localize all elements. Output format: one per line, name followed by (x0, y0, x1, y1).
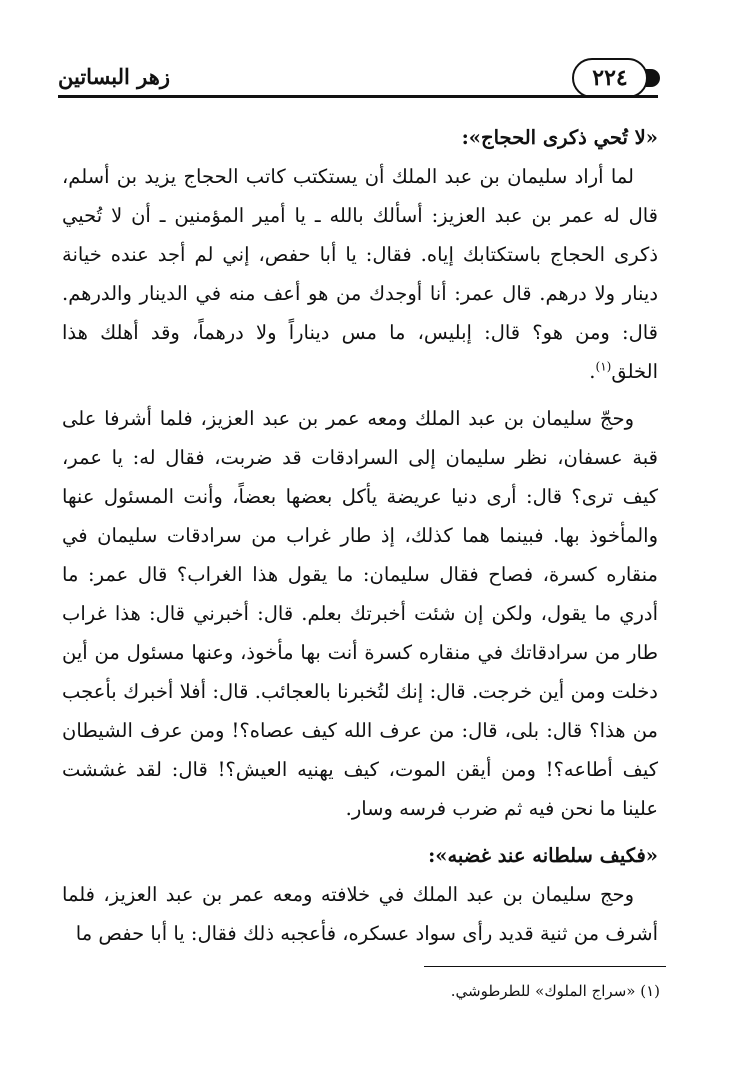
page-number-ornament (646, 69, 660, 87)
page-number: ٢٢٤ (592, 65, 628, 91)
page-header (58, 52, 658, 100)
book-title: زهر البساتين (58, 64, 170, 89)
section-heading: «فكيف سلطانه عند غضبه»: (428, 844, 658, 867)
paragraph-text: لما أراد سليمان بن عبد الملك أن يستكتب كاتب الحجاج يزيد بن أسلم، قال له عمر بن عبد العزيز: أسألك بالله ـ يا أمير المؤمنين ـ أن لا تُحيي ذكرى الحجاج باستكتابك إياه. فقال: يا أبا حفص، إني لم أجد عنده خيانة دينار ولا درهم. قال عمر: أنا أوجدك من هو أعف منه في الدينار والدرهم. قال: ومن هو؟ قال: إبليس، ما مس ديناراً ولا درهماً، وقد أهلك هذا الخلق (62, 165, 658, 383)
header-rule (58, 95, 658, 98)
paragraph: وحجّ سليمان بن عبد الملك ومعه عمر بن عبد العزيز، فلما أشرفا على قبة عسفان، نظر سليمان إلى السرادقات قد ضربت، فقال له: يا عمر، كيف ترى؟ قال: أرى دنيا عريضة يأكل بعضها بعضاً، وأنت المسئول عنها والمأخوذ بها. فبينما هما كذلك، إذ طار غراب من سرادقات سليمان في منقاره كسرة، فصاح فقال سليمان: ما يقول هذا الغراب؟ قال عمر: ما أدري ما يقول، ولكن إن شئت أخبرتك بعلم. قال: أخبرني قال: هذا غراب طار من سرادقاتك في منقاره كسرة أنت بها مأخوذ، وعنها مسئول من أين دخلت ومن أين خرجت. قال: إنك لتُخبرنا بالعجائب. قال: أفلا أخبرك بأعجب من هذا؟ قال: بلى، قال: من عرف الله كيف عصاه؟! ومن عرف الشيطان كيف أطاعه؟! ومن أيقن الموت، كيف يهنيه العيش؟! قال: لقد غششت علينا ما نحن فيه ثم ضرب فرسه وسار. (62, 407, 658, 820)
page-body (62, 118, 658, 953)
section-heading: «لا تُحي ذكرى الحجاج»: (461, 126, 658, 149)
footnote-reference: (١) (595, 359, 612, 374)
paragraph (62, 157, 658, 391)
footnote: (١) «سراج الملوك» للطرطوشي. (450, 982, 660, 1000)
footnote-separator (424, 966, 666, 967)
page-number-badge (572, 58, 648, 98)
paragraph-end: . (589, 360, 596, 383)
paragraph: وحج سليمان بن عبد الملك في خلافته ومعه عمر بن عبد العزيز، فلما أشرف من ثنية قديد رأى سواد عسكره، فأعجبه ذلك فقال: يا أبا حفص ما (62, 883, 658, 945)
